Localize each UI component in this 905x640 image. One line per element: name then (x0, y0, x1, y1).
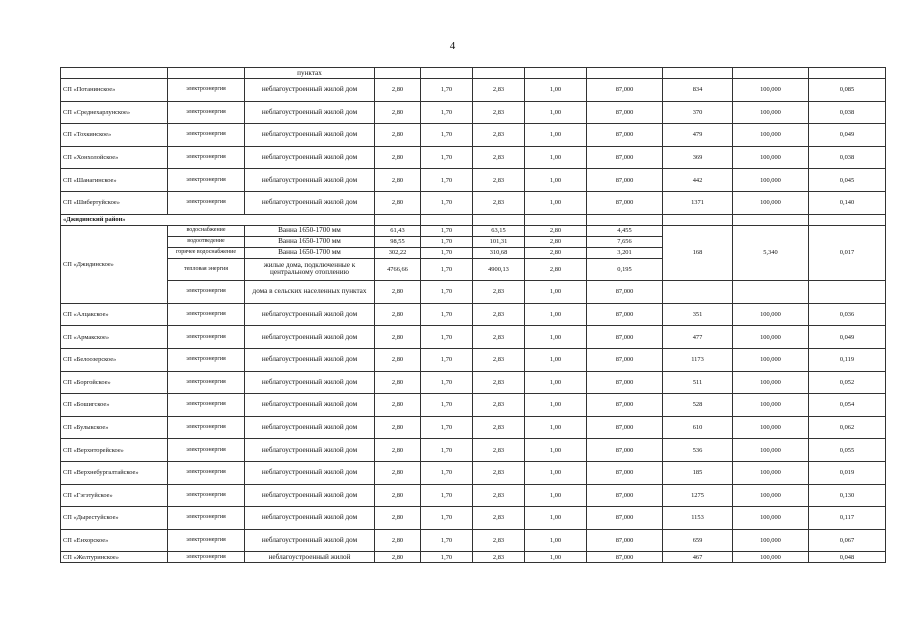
table-row (61, 529, 886, 552)
table-cell: неблагоустроенный жилой дом (245, 348, 375, 371)
data-table (60, 67, 886, 563)
table-cell: 1,00 (525, 326, 587, 349)
table-row (61, 552, 886, 563)
table-cell: СП «Боргойское» (61, 371, 168, 394)
table-cell: 1,70 (421, 416, 473, 439)
table-cell: 477 (663, 326, 733, 349)
table-cell: 2,83 (473, 529, 525, 552)
table-cell: 0,049 (809, 326, 886, 349)
table-row (61, 281, 886, 304)
table-cell: неблагоустроенный жилой дом (245, 124, 375, 147)
table-cell: 1,70 (421, 507, 473, 530)
table-cell: 87,000 (587, 146, 663, 169)
table-row (61, 303, 886, 326)
table-cell: электроэнергия (168, 348, 245, 371)
table-cell: неблагоустроенный жилой дом (245, 439, 375, 462)
table-cell (525, 68, 587, 79)
table-cell: 2,83 (473, 191, 525, 214)
table-cell: 351 (663, 303, 733, 326)
table-cell: 87,000 (587, 484, 663, 507)
table-cell: 100,000 (733, 326, 809, 349)
table-cell (61, 68, 168, 79)
table-row (61, 146, 886, 169)
table-cell: 2,80 (375, 101, 421, 124)
table-cell: 479 (663, 124, 733, 147)
table-cell: 61,43 (375, 225, 421, 236)
table-cell: 100,000 (733, 461, 809, 484)
table-cell: 2,83 (473, 439, 525, 462)
table-cell: 100,000 (733, 348, 809, 371)
table-row (61, 225, 886, 236)
table-cell: 310,68 (473, 247, 525, 258)
table-cell: 442 (663, 169, 733, 192)
table-cell: электроэнергия (168, 101, 245, 124)
table-cell: 1,00 (525, 416, 587, 439)
table-cell: 100,000 (733, 303, 809, 326)
table-cell: 0,019 (809, 461, 886, 484)
table-cell: 2,83 (473, 484, 525, 507)
table-cell: 1,70 (421, 529, 473, 552)
table-cell: электроэнергия (168, 371, 245, 394)
table-cell: неблагоустроенный жилой дом (245, 79, 375, 102)
empty-cell (809, 214, 886, 225)
empty-cell (587, 214, 663, 225)
table-cell: 511 (663, 371, 733, 394)
table-row (61, 101, 886, 124)
table-cell: неблагоустроенный жилой дом (245, 507, 375, 530)
table-cell: Ванна 1650-1700 мм (245, 236, 375, 247)
table-cell: Ванна 1650-1700 мм (245, 247, 375, 258)
table-cell: 2,83 (473, 507, 525, 530)
table-cell: 98,55 (375, 236, 421, 247)
table-cell: 1,70 (421, 348, 473, 371)
table-cell: неблагоустроенный жилой дом (245, 371, 375, 394)
table-cell: 2,83 (473, 326, 525, 349)
table-cell: 4900,13 (473, 258, 525, 281)
table-cell: 2,80 (375, 484, 421, 507)
table-cell: 0,052 (809, 371, 886, 394)
table-cell: СП «Енхорское» (61, 529, 168, 552)
table-cell: 1,70 (421, 439, 473, 462)
table-cell (375, 68, 421, 79)
table-cell: неблагоустроенный жилой дом (245, 461, 375, 484)
table-cell: электроэнергия (168, 281, 245, 304)
table-cell: неблагоустроенный жилой (245, 552, 375, 563)
table-cell: неблагоустроенный жилой дом (245, 169, 375, 192)
table-cell: 0,038 (809, 101, 886, 124)
table-cell (168, 68, 245, 79)
table-cell: 1,00 (525, 529, 587, 552)
table-cell: электроэнергия (168, 484, 245, 507)
table-cell: 2,80 (375, 303, 421, 326)
table-cell: 0,017 (809, 225, 886, 281)
table-cell: 87,000 (587, 191, 663, 214)
table-cell: 2,80 (375, 552, 421, 563)
table-cell: 2,83 (473, 146, 525, 169)
table-cell: 1,00 (525, 348, 587, 371)
table-cell: 0,036 (809, 303, 886, 326)
table-cell: тепловая энергия (168, 258, 245, 281)
table-cell: 1,00 (525, 439, 587, 462)
table-cell: 87,000 (587, 348, 663, 371)
table-row (61, 507, 886, 530)
table-cell: 1275 (663, 484, 733, 507)
table-cell: 0,048 (809, 552, 886, 563)
table-cell: 1,70 (421, 303, 473, 326)
table-cell (809, 68, 886, 79)
table-cell: 1,00 (525, 124, 587, 147)
table-cell: 0,045 (809, 169, 886, 192)
table-cell: 1,00 (525, 371, 587, 394)
table-cell: 100,000 (733, 169, 809, 192)
table-cell: 659 (663, 529, 733, 552)
table-cell: 0,117 (809, 507, 886, 530)
table-cell: 1371 (663, 191, 733, 214)
table-cell: СП «Желтуринское» (61, 552, 168, 563)
table-cell: электроэнергия (168, 124, 245, 147)
table-cell: 0,119 (809, 348, 886, 371)
table-cell: СП «Дырестуйское» (61, 507, 168, 530)
table-cell: 536 (663, 439, 733, 462)
table-body (61, 68, 886, 563)
table-cell: 0,055 (809, 439, 886, 462)
table-cell: жилые дома, подключенные к центральному отоплению (245, 258, 375, 281)
table-cell: 0,062 (809, 416, 886, 439)
table-cell: 1,00 (525, 507, 587, 530)
table-cell: СП «Верхнторейское» (61, 439, 168, 462)
table-cell: 1,70 (421, 236, 473, 247)
table-cell: 2,83 (473, 348, 525, 371)
table-cell: электроэнергия (168, 191, 245, 214)
table-cell: 1153 (663, 507, 733, 530)
table-cell: 100,000 (733, 416, 809, 439)
table-cell: 87,000 (587, 416, 663, 439)
empty-cell (733, 281, 809, 304)
table-row (61, 439, 886, 462)
table-cell: СП «Хонхолойское» (61, 146, 168, 169)
table-cell: 63,15 (473, 225, 525, 236)
table-cell: 87,000 (587, 281, 663, 304)
table-cell: 2,83 (473, 461, 525, 484)
empty-cell (663, 281, 733, 304)
table-cell: 2,80 (375, 371, 421, 394)
table-row (61, 461, 886, 484)
table-cell: 1,00 (525, 484, 587, 507)
table-cell: 100,000 (733, 552, 809, 563)
empty-cell (473, 214, 525, 225)
district-heading: «Джидинский район» (61, 214, 375, 225)
table-cell: 1,70 (421, 191, 473, 214)
table-cell: 2,83 (473, 552, 525, 563)
table-cell: 1,70 (421, 552, 473, 563)
table-row (61, 348, 886, 371)
table-cell: неблагоустроенный жилой дом (245, 146, 375, 169)
table-cell: 2,83 (473, 281, 525, 304)
table-cell: 87,000 (587, 461, 663, 484)
table-cell: электроэнергия (168, 79, 245, 102)
table-cell: неблагоустроенный жилой дом (245, 191, 375, 214)
table-cell: 1,70 (421, 484, 473, 507)
table-cell: 2,83 (473, 303, 525, 326)
table-cell: 2,80 (375, 394, 421, 417)
table-cell: 2,80 (375, 416, 421, 439)
table-cell: СП «Гэгэтуйское» (61, 484, 168, 507)
table-row (61, 416, 886, 439)
table-row (61, 169, 886, 192)
table-cell: пунктах (245, 68, 375, 79)
table-cell: 2,80 (525, 225, 587, 236)
table-cell: 100,000 (733, 394, 809, 417)
table-cell (587, 68, 663, 79)
table-cell: 1,00 (525, 146, 587, 169)
table-cell: 87,000 (587, 529, 663, 552)
table-cell: 87,000 (587, 326, 663, 349)
table-cell: 1,70 (421, 247, 473, 258)
table-cell: неблагоустроенный жилой дом (245, 529, 375, 552)
table-cell: 2,80 (525, 247, 587, 258)
table-cell: 0,049 (809, 124, 886, 147)
table-cell: СП «Среднехарлунское» (61, 101, 168, 124)
table-cell: 2,80 (375, 169, 421, 192)
table-cell: 7,656 (587, 236, 663, 247)
table-cell: СП «Шанагинское» (61, 169, 168, 192)
empty-cell (375, 214, 421, 225)
table-cell: 0,195 (587, 258, 663, 281)
table-cell: 0,067 (809, 529, 886, 552)
table-cell: 1,00 (525, 281, 587, 304)
table-cell: СП «Потанинское» (61, 79, 168, 102)
table-cell: 100,000 (733, 79, 809, 102)
table-cell: 168 (663, 225, 733, 281)
table-cell: 302,22 (375, 247, 421, 258)
table-cell: 1,00 (525, 552, 587, 563)
table-cell: 1,70 (421, 169, 473, 192)
table-row (61, 79, 886, 102)
page-number: 4 (449, 40, 456, 52)
table-cell: электроэнергия (168, 169, 245, 192)
table-cell: 2,80 (375, 281, 421, 304)
table-cell: 1,00 (525, 101, 587, 124)
table-row (61, 326, 886, 349)
table-cell: 2,80 (375, 348, 421, 371)
table-cell: электроэнергия (168, 303, 245, 326)
empty-cell (421, 214, 473, 225)
table-row (61, 68, 886, 79)
table-cell: 87,000 (587, 552, 663, 563)
table-cell: электроэнергия (168, 394, 245, 417)
table-cell: электроэнергия (168, 552, 245, 563)
table-cell: 3,201 (587, 247, 663, 258)
table-cell: 1,70 (421, 371, 473, 394)
table-cell: 1,00 (525, 303, 587, 326)
table-cell: 369 (663, 146, 733, 169)
table-cell: Ванна 1650-1700 мм (245, 225, 375, 236)
table-cell: 5,340 (733, 225, 809, 281)
table-cell: неблагоустроенный жилой дом (245, 101, 375, 124)
table-cell: 2,80 (375, 191, 421, 214)
table-cell: 1,00 (525, 169, 587, 192)
district-row (61, 214, 886, 225)
table-cell: 2,80 (525, 258, 587, 281)
table-cell: 0,140 (809, 191, 886, 214)
table-cell: 100,000 (733, 529, 809, 552)
table-cell: 2,80 (375, 326, 421, 349)
table-cell: 87,000 (587, 507, 663, 530)
table-cell: 0,130 (809, 484, 886, 507)
table-cell: СП «Бошигское» (61, 394, 168, 417)
empty-cell (809, 281, 886, 304)
table-cell: 100,000 (733, 101, 809, 124)
table-cell: электроэнергия (168, 146, 245, 169)
table-cell (733, 68, 809, 79)
table-cell: неблагоустроенный жилой дом (245, 416, 375, 439)
table-cell: 467 (663, 552, 733, 563)
table-cell: 1,00 (525, 79, 587, 102)
table-cell: 100,000 (733, 124, 809, 147)
table-cell: 1,00 (525, 461, 587, 484)
table-cell: 87,000 (587, 303, 663, 326)
table-cell: неблагоустроенный жилой дом (245, 394, 375, 417)
table-cell: 1,00 (525, 191, 587, 214)
table-cell: 834 (663, 79, 733, 102)
table-cell: 1,70 (421, 326, 473, 349)
table-cell: 2,83 (473, 416, 525, 439)
table-cell: 2,80 (375, 439, 421, 462)
table-cell: дома в сельских населенных пунктах (245, 281, 375, 304)
table-cell: 87,000 (587, 394, 663, 417)
table-cell: 0,038 (809, 146, 886, 169)
table-row (61, 484, 886, 507)
table-cell: 87,000 (587, 371, 663, 394)
table-cell: 4766,66 (375, 258, 421, 281)
table-cell: электроэнергия (168, 416, 245, 439)
table-cell: СП «Тохкинское» (61, 124, 168, 147)
table-cell: 2,80 (375, 507, 421, 530)
table-cell: электроэнергия (168, 461, 245, 484)
table-cell: 2,80 (375, 461, 421, 484)
table-cell: 1,70 (421, 101, 473, 124)
table-cell: 87,000 (587, 169, 663, 192)
table-cell: 1,70 (421, 258, 473, 281)
table-cell: 2,83 (473, 79, 525, 102)
table-cell: 2,80 (375, 79, 421, 102)
table-row (61, 124, 886, 147)
table-cell: 100,000 (733, 146, 809, 169)
table-cell: 1,70 (421, 394, 473, 417)
table-cell: СП «Армакское» (61, 326, 168, 349)
table-cell: неблагоустроенный жилой дом (245, 484, 375, 507)
table-cell: 100,000 (733, 371, 809, 394)
table-cell: 2,83 (473, 371, 525, 394)
table-row (61, 191, 886, 214)
table-cell: 1,70 (421, 146, 473, 169)
table-cell: 100,000 (733, 191, 809, 214)
table-cell: 2,80 (525, 236, 587, 247)
table-cell: 2,83 (473, 169, 525, 192)
table-cell: неблагоустроенный жилой дом (245, 303, 375, 326)
table-cell: электроэнергия (168, 529, 245, 552)
table-cell (663, 68, 733, 79)
table-cell: 1,70 (421, 79, 473, 102)
table-cell: 1173 (663, 348, 733, 371)
table-cell: 2,80 (375, 124, 421, 147)
table-cell: электроэнергия (168, 507, 245, 530)
table-cell: 2,83 (473, 101, 525, 124)
table-cell: горячее водоснабжение (168, 247, 245, 258)
table-cell: 2,83 (473, 124, 525, 147)
table-cell: 2,83 (473, 394, 525, 417)
table-cell (421, 68, 473, 79)
table-cell: 87,000 (587, 79, 663, 102)
table-cell: 2,80 (375, 529, 421, 552)
table-cell: 0,085 (809, 79, 886, 102)
table-row (61, 371, 886, 394)
table-cell: 4,455 (587, 225, 663, 236)
table-cell: 185 (663, 461, 733, 484)
table-cell: водоотведение (168, 236, 245, 247)
table-cell: СП «Верхнебургалтайское» (61, 461, 168, 484)
table-cell: 87,000 (587, 439, 663, 462)
table-cell: 1,00 (525, 394, 587, 417)
table-cell: 528 (663, 394, 733, 417)
table-cell: 100,000 (733, 484, 809, 507)
table-cell: 610 (663, 416, 733, 439)
table-cell: электроэнергия (168, 326, 245, 349)
table-cell: СП «Джидинское» (61, 225, 168, 303)
table-cell: 87,000 (587, 101, 663, 124)
table-row (61, 394, 886, 417)
table-cell: 2,80 (375, 146, 421, 169)
table-cell: 101,31 (473, 236, 525, 247)
empty-cell (525, 214, 587, 225)
table-cell: 100,000 (733, 439, 809, 462)
table-cell (473, 68, 525, 79)
table-cell: 87,000 (587, 124, 663, 147)
table-cell: СП «Белоозерское» (61, 348, 168, 371)
empty-cell (663, 214, 733, 225)
empty-cell (733, 214, 809, 225)
table-cell: 1,70 (421, 461, 473, 484)
table-cell: 1,70 (421, 281, 473, 304)
table-cell: водоснабжение (168, 225, 245, 236)
table-cell: 100,000 (733, 507, 809, 530)
table-cell: СП «Булыкское» (61, 416, 168, 439)
table-cell: неблагоустроенный жилой дом (245, 326, 375, 349)
table-cell: СП «Алцакское» (61, 303, 168, 326)
table-cell: 370 (663, 101, 733, 124)
table-cell: 1,70 (421, 225, 473, 236)
table-cell: СП «Шибертуйское» (61, 191, 168, 214)
table-cell: 0,054 (809, 394, 886, 417)
table-cell: электроэнергия (168, 439, 245, 462)
table-cell: 1,70 (421, 124, 473, 147)
